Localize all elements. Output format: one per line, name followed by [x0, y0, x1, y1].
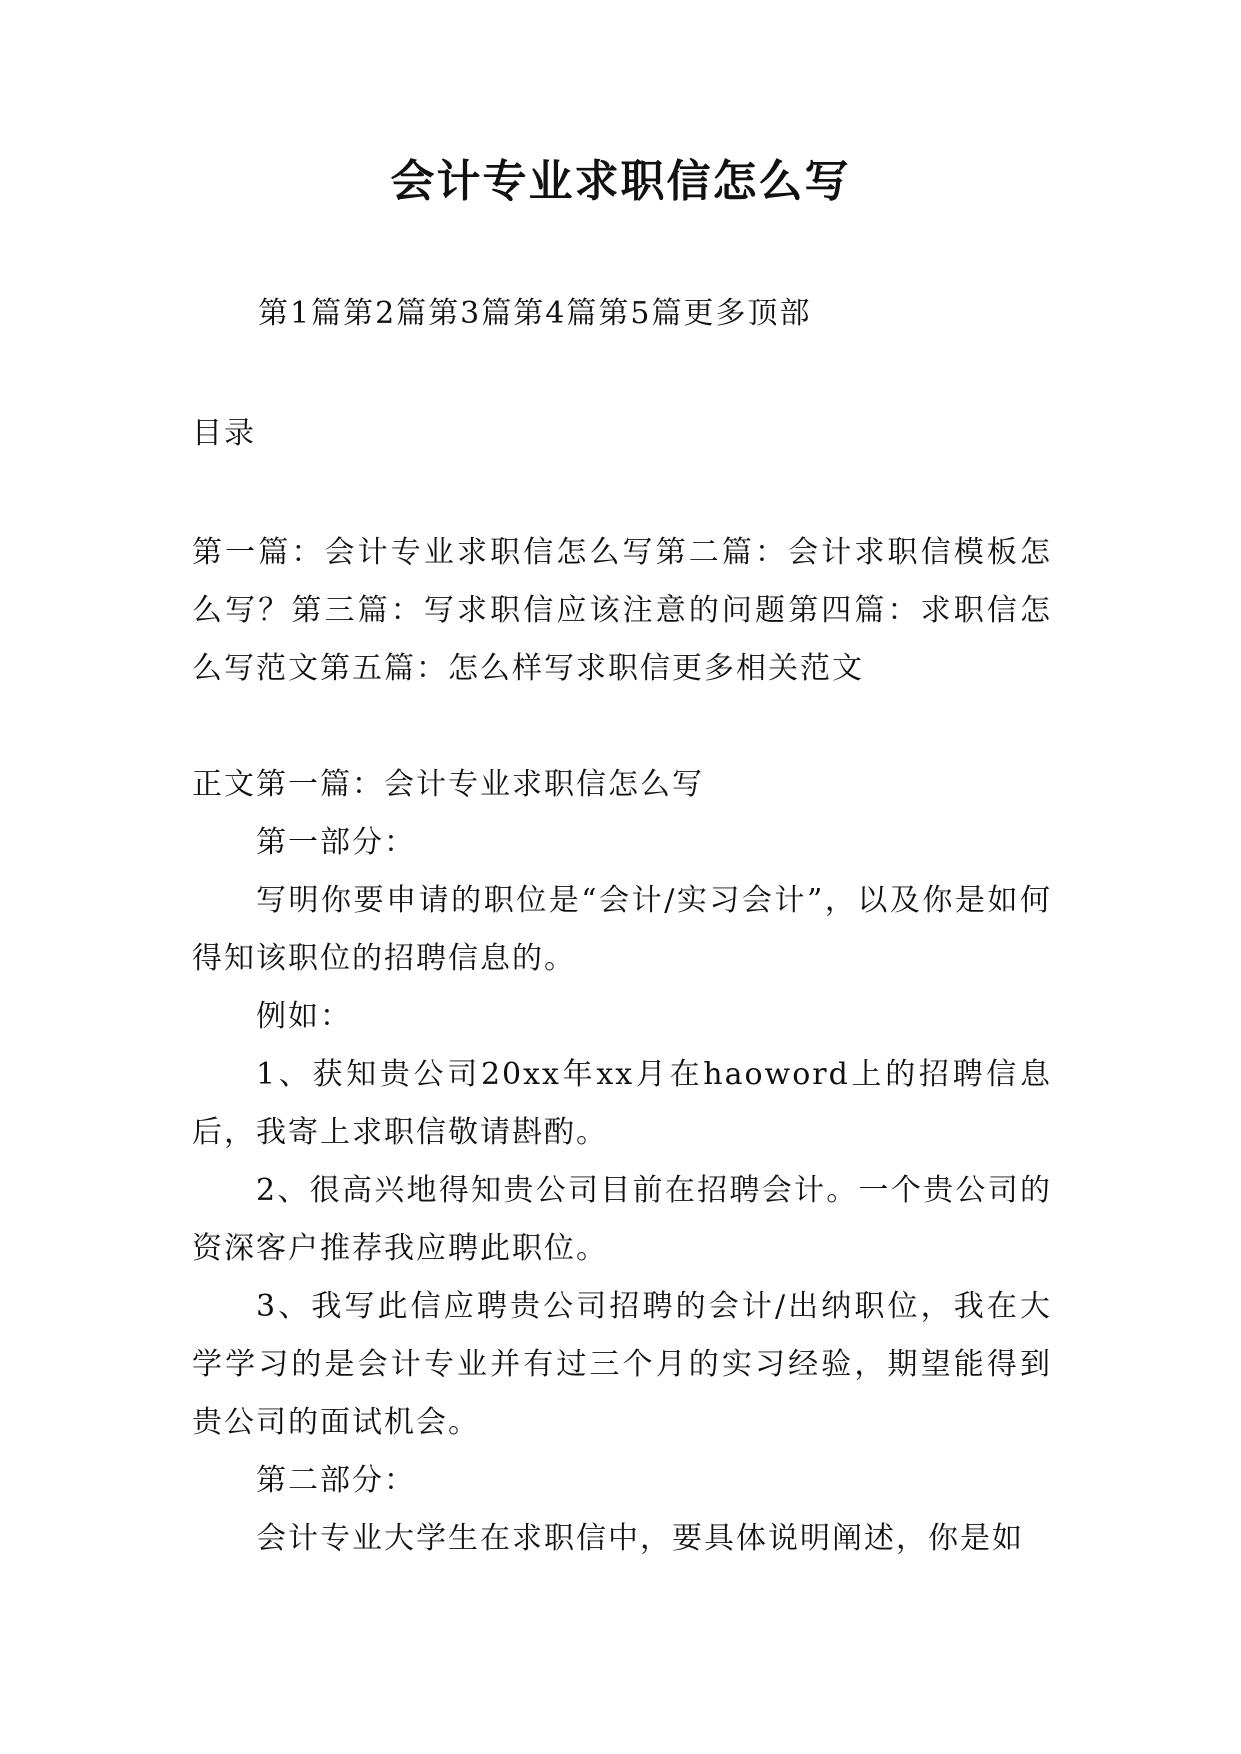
part-heading: 第二部分：	[256, 1463, 416, 1498]
nav-link-article-4[interactable]: 第4篇	[513, 296, 599, 331]
toc-item-4[interactable]: 第四篇：求职信怎么写范文	[192, 593, 1053, 686]
toc-item-2[interactable]: 第二篇：会计求职信模板怎么写？	[192, 535, 1053, 628]
body-paragraph: 写明你要申请的职位是“会计/实习会计”，以及你是如何得知该职位的招聘信息的。	[192, 883, 1052, 976]
example-item: 3、我写此信应聘贵公司招聘的会计/出纳职位，我在大学学习的是会计专业并有过三个月的实习经验，期望能得到贵公司的面试机会。	[192, 1289, 1052, 1440]
nav-link-article-1[interactable]: 第1篇	[258, 296, 344, 331]
nav-link-more[interactable]: 更多	[683, 296, 748, 331]
nav-link-top[interactable]: 顶部	[747, 296, 812, 331]
example-label: 例如：	[256, 999, 352, 1034]
table-of-contents	[192, 524, 1052, 698]
toc-item-3[interactable]: 第三篇：写求职信应该注意的问题	[291, 593, 789, 628]
nav-link-article-5[interactable]: 第5篇	[598, 296, 684, 331]
article-nav	[258, 292, 811, 336]
example-item: 1、获知贵公司20xx年xx月在haoword上的招聘信息后，我寄上求职信敬请斟酌。	[192, 1057, 1052, 1150]
body-paragraph: 会计专业大学生在求职信中，要具体说明阐述，你是如	[256, 1521, 1024, 1556]
toc-item-1[interactable]: 第一篇：会计专业求职信怎么写	[192, 535, 656, 570]
document-title: 会计专业求职信怎么写	[390, 156, 851, 207]
section-heading: 正文第一篇：会计专业求职信怎么写	[192, 767, 704, 802]
nav-link-article-3[interactable]: 第3篇	[428, 296, 514, 331]
document-body	[192, 756, 1052, 1568]
toc-heading: 目录	[192, 416, 256, 451]
toc-item-5[interactable]: 第五篇：怎么样写求职信更多相关范文	[320, 651, 864, 686]
nav-link-article-2[interactable]: 第2篇	[343, 296, 429, 331]
example-item: 2、很高兴地得知贵公司目前在招聘会计。一个贵公司的资深客户推荐我应聘此职位。	[192, 1173, 1052, 1266]
part-heading: 第一部分：	[256, 825, 416, 860]
